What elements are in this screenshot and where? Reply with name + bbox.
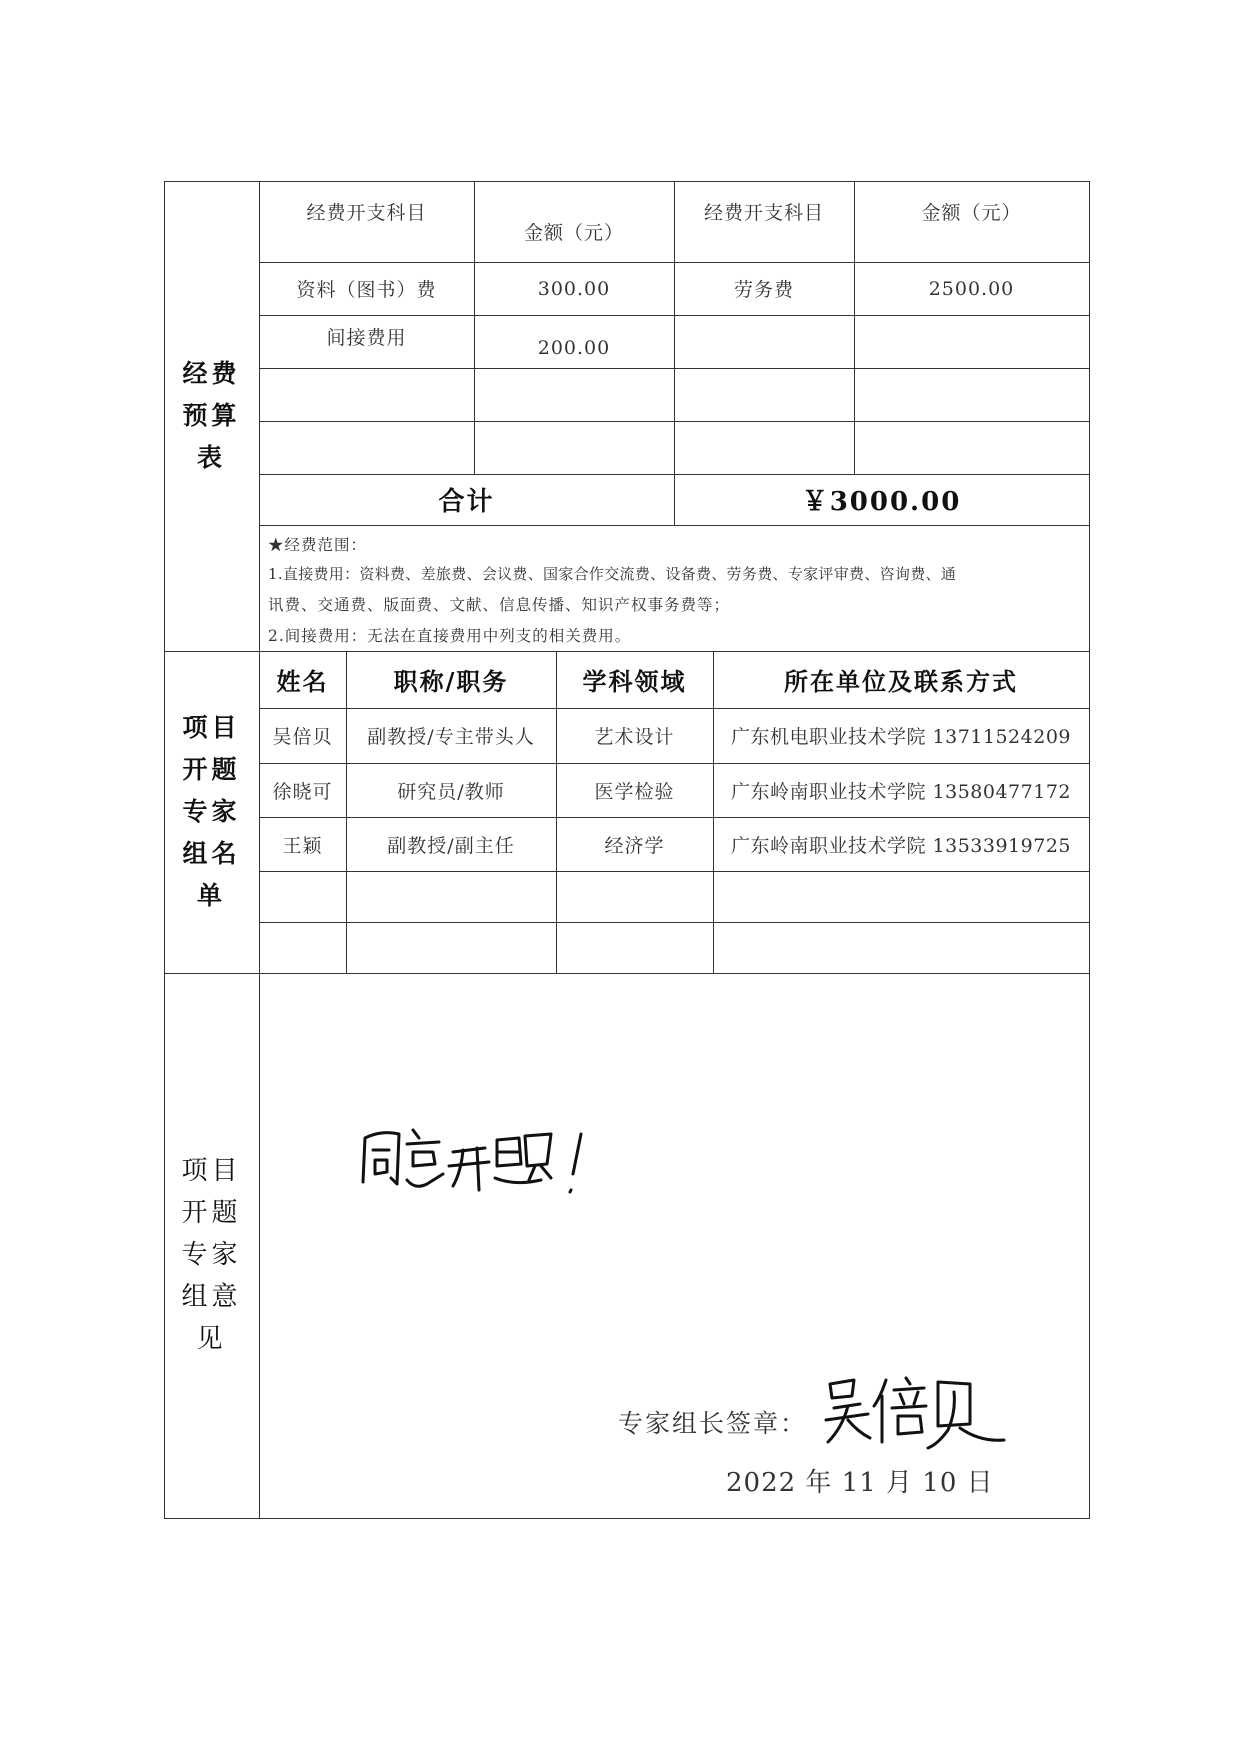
- budget-scope-line-3: 2.间接费用：无法在直接费用中列支的相关费用。: [268, 627, 632, 645]
- expert-title: 研究员/教师: [397, 780, 505, 803]
- budget-cell: [674, 421, 854, 474]
- budget-scope-title: ★经费范围：: [268, 536, 368, 554]
- experts-header-field: 学科领域: [582, 667, 687, 696]
- opinion-section-label: [164, 1140, 259, 1370]
- expert-field: [556, 922, 713, 973]
- experts-label-line: 项目: [182, 713, 241, 742]
- budget-cell: [259, 421, 474, 474]
- opinion-label-line: 见: [196, 1324, 227, 1354]
- expert-name: [259, 871, 346, 922]
- table-border: [164, 1518, 1090, 1519]
- experts-section-label: [164, 651, 259, 973]
- experts-label-line: 单: [196, 881, 226, 910]
- experts-header-title: 职称/职务: [393, 667, 509, 696]
- signature-label: 专家组长签章：: [618, 1409, 808, 1438]
- budget-cell: 200.00: [537, 336, 611, 359]
- expert-title: [346, 871, 556, 922]
- expert-contact: 广东机电职业技术学院 13711524209: [730, 726, 1071, 748]
- budget-cell: [474, 421, 674, 474]
- expert-field: 医学检验: [594, 780, 675, 803]
- budget-cell: [474, 368, 674, 421]
- budget-cell: 资料（图书）费: [296, 279, 437, 301]
- expert-contact: 广东岭南职业技术学院 13580477172: [730, 780, 1071, 803]
- table-border: [1089, 181, 1090, 1518]
- budget-cell: [674, 315, 854, 368]
- opinion-label-line: 项目: [181, 1156, 242, 1186]
- experts-label-line: 开题: [182, 755, 241, 784]
- experts-header-name: 姓名: [276, 667, 329, 696]
- budget-cell: [854, 368, 1089, 421]
- expert-title: [346, 922, 556, 973]
- expert-field: [556, 871, 713, 922]
- expert-name: [259, 922, 346, 973]
- expert-field: 艺术设计: [594, 726, 675, 748]
- budget-section-label: [164, 181, 259, 651]
- budget-label-line: 表: [196, 443, 226, 472]
- table-border: [259, 525, 1089, 526]
- opinion-label-line: 组意: [181, 1282, 242, 1312]
- budget-scope-line-2: 讯费、交通费、版面费、文献、信息传播、知识产权事务费等；: [268, 596, 731, 614]
- budget-header-amount-1: 金额（元）: [523, 222, 624, 244]
- budget-label-line: 经费: [182, 359, 241, 388]
- expert-name: 王颖: [282, 834, 323, 857]
- expert-name: 吴倍贝: [272, 726, 333, 748]
- budget-header-item-1: 经费开支科目: [306, 202, 427, 224]
- budget-cell: [674, 368, 854, 421]
- handwritten-opinion: [355, 1120, 595, 1210]
- budget-label-line: 预算: [182, 401, 241, 430]
- opinion-label-line: 开题: [181, 1198, 242, 1228]
- expert-title: 副教授/副主任: [387, 834, 515, 857]
- budget-cell: [854, 421, 1089, 474]
- budget-total-value: ￥3000.00: [801, 487, 962, 517]
- budget-cell: [854, 315, 1089, 368]
- budget-cell: 间接费用: [326, 327, 407, 349]
- table-border: [164, 973, 1090, 974]
- expert-contact: [713, 871, 1089, 922]
- experts-label-line: 组名: [182, 839, 241, 868]
- expert-contact: 广东岭南职业技术学院 13533919725: [730, 834, 1071, 857]
- budget-cell: 300.00: [537, 277, 611, 300]
- expert-field: 经济学: [604, 834, 665, 857]
- expert-name: 徐晓可: [272, 780, 333, 803]
- budget-cell: [259, 368, 474, 421]
- experts-header-contact: 所在单位及联系方式: [784, 667, 1018, 696]
- expert-contact: [713, 922, 1089, 973]
- expert-title: 副教授/专主带头人: [367, 726, 535, 748]
- budget-cell: 劳务费: [733, 279, 794, 301]
- signature-date: 2022 年 11 月 10 日: [726, 1468, 994, 1498]
- budget-cell: 2500.00: [928, 277, 1015, 300]
- budget-header-amount-2: 金额（元）: [921, 202, 1022, 224]
- signature-handwriting: [820, 1372, 1010, 1452]
- experts-label-line: 专家: [182, 797, 241, 826]
- budget-header-item-2: 经费开支科目: [703, 202, 824, 224]
- budget-scope-line-1: 1.直接费用：资料费、差旅费、会议费、国家合作交流费、设备费、劳务费、专家评审费、咨询费、通: [268, 565, 957, 583]
- budget-total-label: 合计: [438, 487, 495, 517]
- opinion-label-line: 专家: [181, 1240, 242, 1270]
